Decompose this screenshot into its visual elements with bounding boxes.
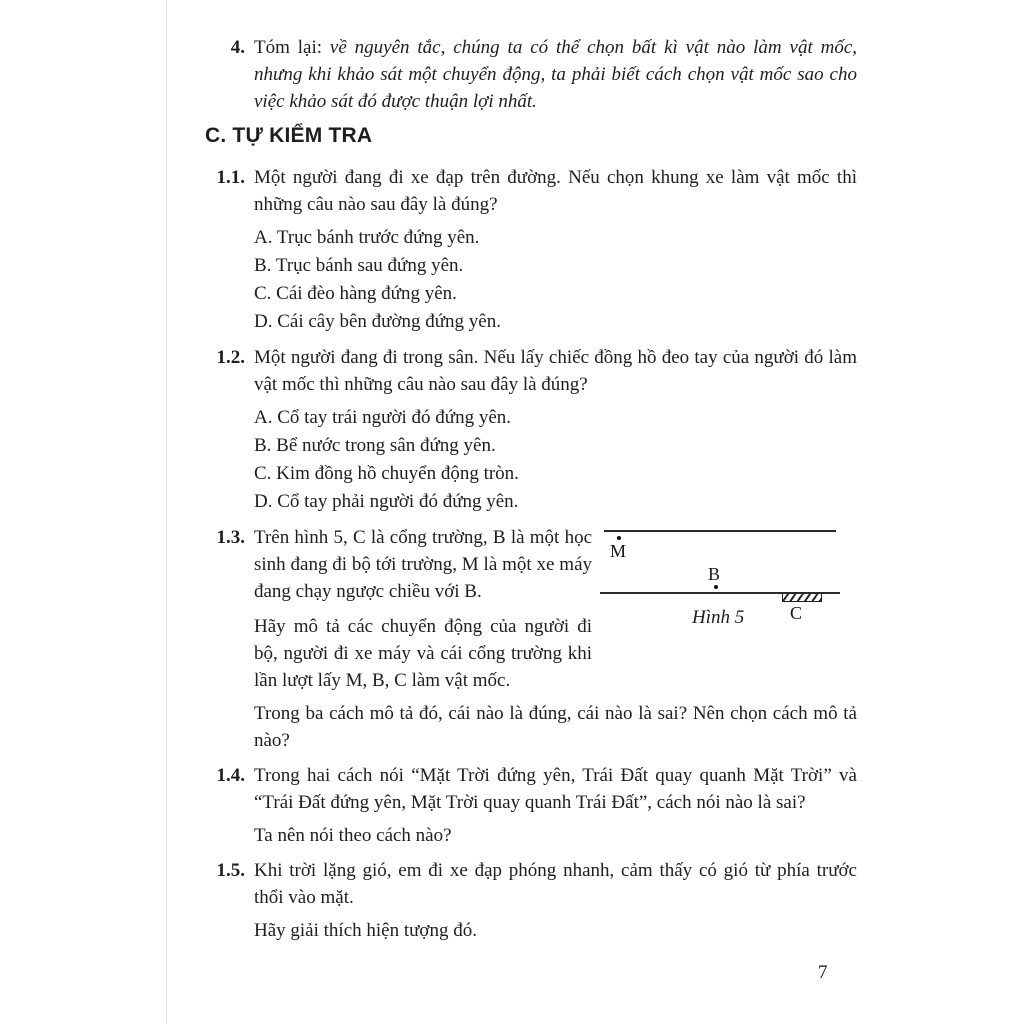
option-c: C. Cái đèo hàng đứng yên. [254, 283, 457, 304]
point-b-dot [714, 585, 718, 589]
question-1-3 [205, 524, 857, 754]
question-1-4 [205, 762, 857, 849]
question-1-2 [205, 344, 857, 516]
question-number: 1.1. [216, 167, 245, 188]
summary-item-4 [205, 34, 857, 115]
point-m-dot [617, 536, 621, 540]
question-number: 1.4. [216, 765, 245, 786]
question-paragraph: Hãy mô tả các chuyển động của người đi bộ, người đi xe máy và cái cổng trường khi lần lượt lấy M, B, C làm vật mốc. [254, 616, 592, 691]
question-number: 1.2. [216, 347, 245, 368]
scan-page-edge [166, 0, 167, 1024]
option-c: C. Kim đồng hồ chuyển động tròn. [254, 463, 519, 484]
question-stem: Khi trời lặng gió, em đi xe đạp phóng nhanh, cảm thấy có gió từ phía trước thổi vào mặt. [254, 860, 857, 908]
option-a: A. Cổ tay trái người đó đứng yên. [254, 407, 512, 428]
figure-hinh-5 [600, 524, 848, 636]
question-number: 1.3. [216, 527, 245, 548]
school-gate-hatch [782, 593, 822, 602]
option-b: B. Bể nước trong sân đứng yên. [254, 435, 496, 456]
question-paragraph: Ta nên nói theo cách nào? [254, 825, 452, 846]
question-stem: Một người đang đi xe đạp trên đường. Nếu chọn khung xe làm vật mốc thì những câu nào sau đây là đúng? [254, 167, 857, 215]
point-b-label: B [708, 564, 721, 584]
question-number: 1.5. [216, 860, 245, 881]
figure-caption: Hình 5 [692, 607, 745, 628]
question-stem: Trong hai cách nói “Mặt Trời đứng yên, Trái Đất quay quanh Mặt Trời” và “Trái Đất đứng yên, Mặt Trời quay quanh Trái Đất”, cách nói nào là sai? [254, 765, 857, 813]
point-m-label: M [610, 541, 627, 561]
question-stem: Trên hình 5, C là cổng trường, B là một học sinh đang đi bộ tới trường, M là một xe máy đang chạy ngược chiều với B. [254, 527, 592, 602]
question-stem: Một người đang đi trong sân. Nếu lấy chiếc đồng hồ đeo tay của người đó làm vật mốc thì những câu nào sau đây là đúng? [254, 347, 857, 395]
summary-lead: Tóm lại: [254, 37, 330, 58]
question-paragraph: Hãy giải thích hiện tượng đó. [254, 920, 477, 941]
option-d: D. Cái cây bên đường đứng yên. [254, 311, 501, 332]
page-number: 7 [818, 962, 828, 983]
item-number: 4. [230, 37, 245, 58]
question-paragraph: Trong ba cách mô tả đó, cái nào là đúng, cái nào là sai? Nên chọn cách mô tả nào? [254, 703, 857, 751]
summary-emphasis: về nguyên tắc, chúng ta có thể chọn bất kì vật nào làm vật mốc, nhưng khi khảo sát một chuyển động, ta phải biết cách chọn vật mốc sao cho việc khảo sát đó được thuận lợi nhất. [254, 37, 858, 112]
option-a: A. Trục bánh trước đứng yên. [254, 227, 480, 248]
summary-paragraph [254, 34, 857, 115]
question-1-1 [205, 164, 857, 336]
option-d: D. Cổ tay phải người đó đứng yên. [254, 491, 519, 512]
question-1-5 [205, 857, 857, 944]
page-content [205, 34, 857, 952]
point-c-label: C [790, 603, 803, 623]
option-b: B. Trục bánh sau đứng yên. [254, 255, 464, 276]
section-header: C. TỰ KIỂM TRA [205, 124, 373, 147]
figure-road-line-top [604, 530, 836, 532]
